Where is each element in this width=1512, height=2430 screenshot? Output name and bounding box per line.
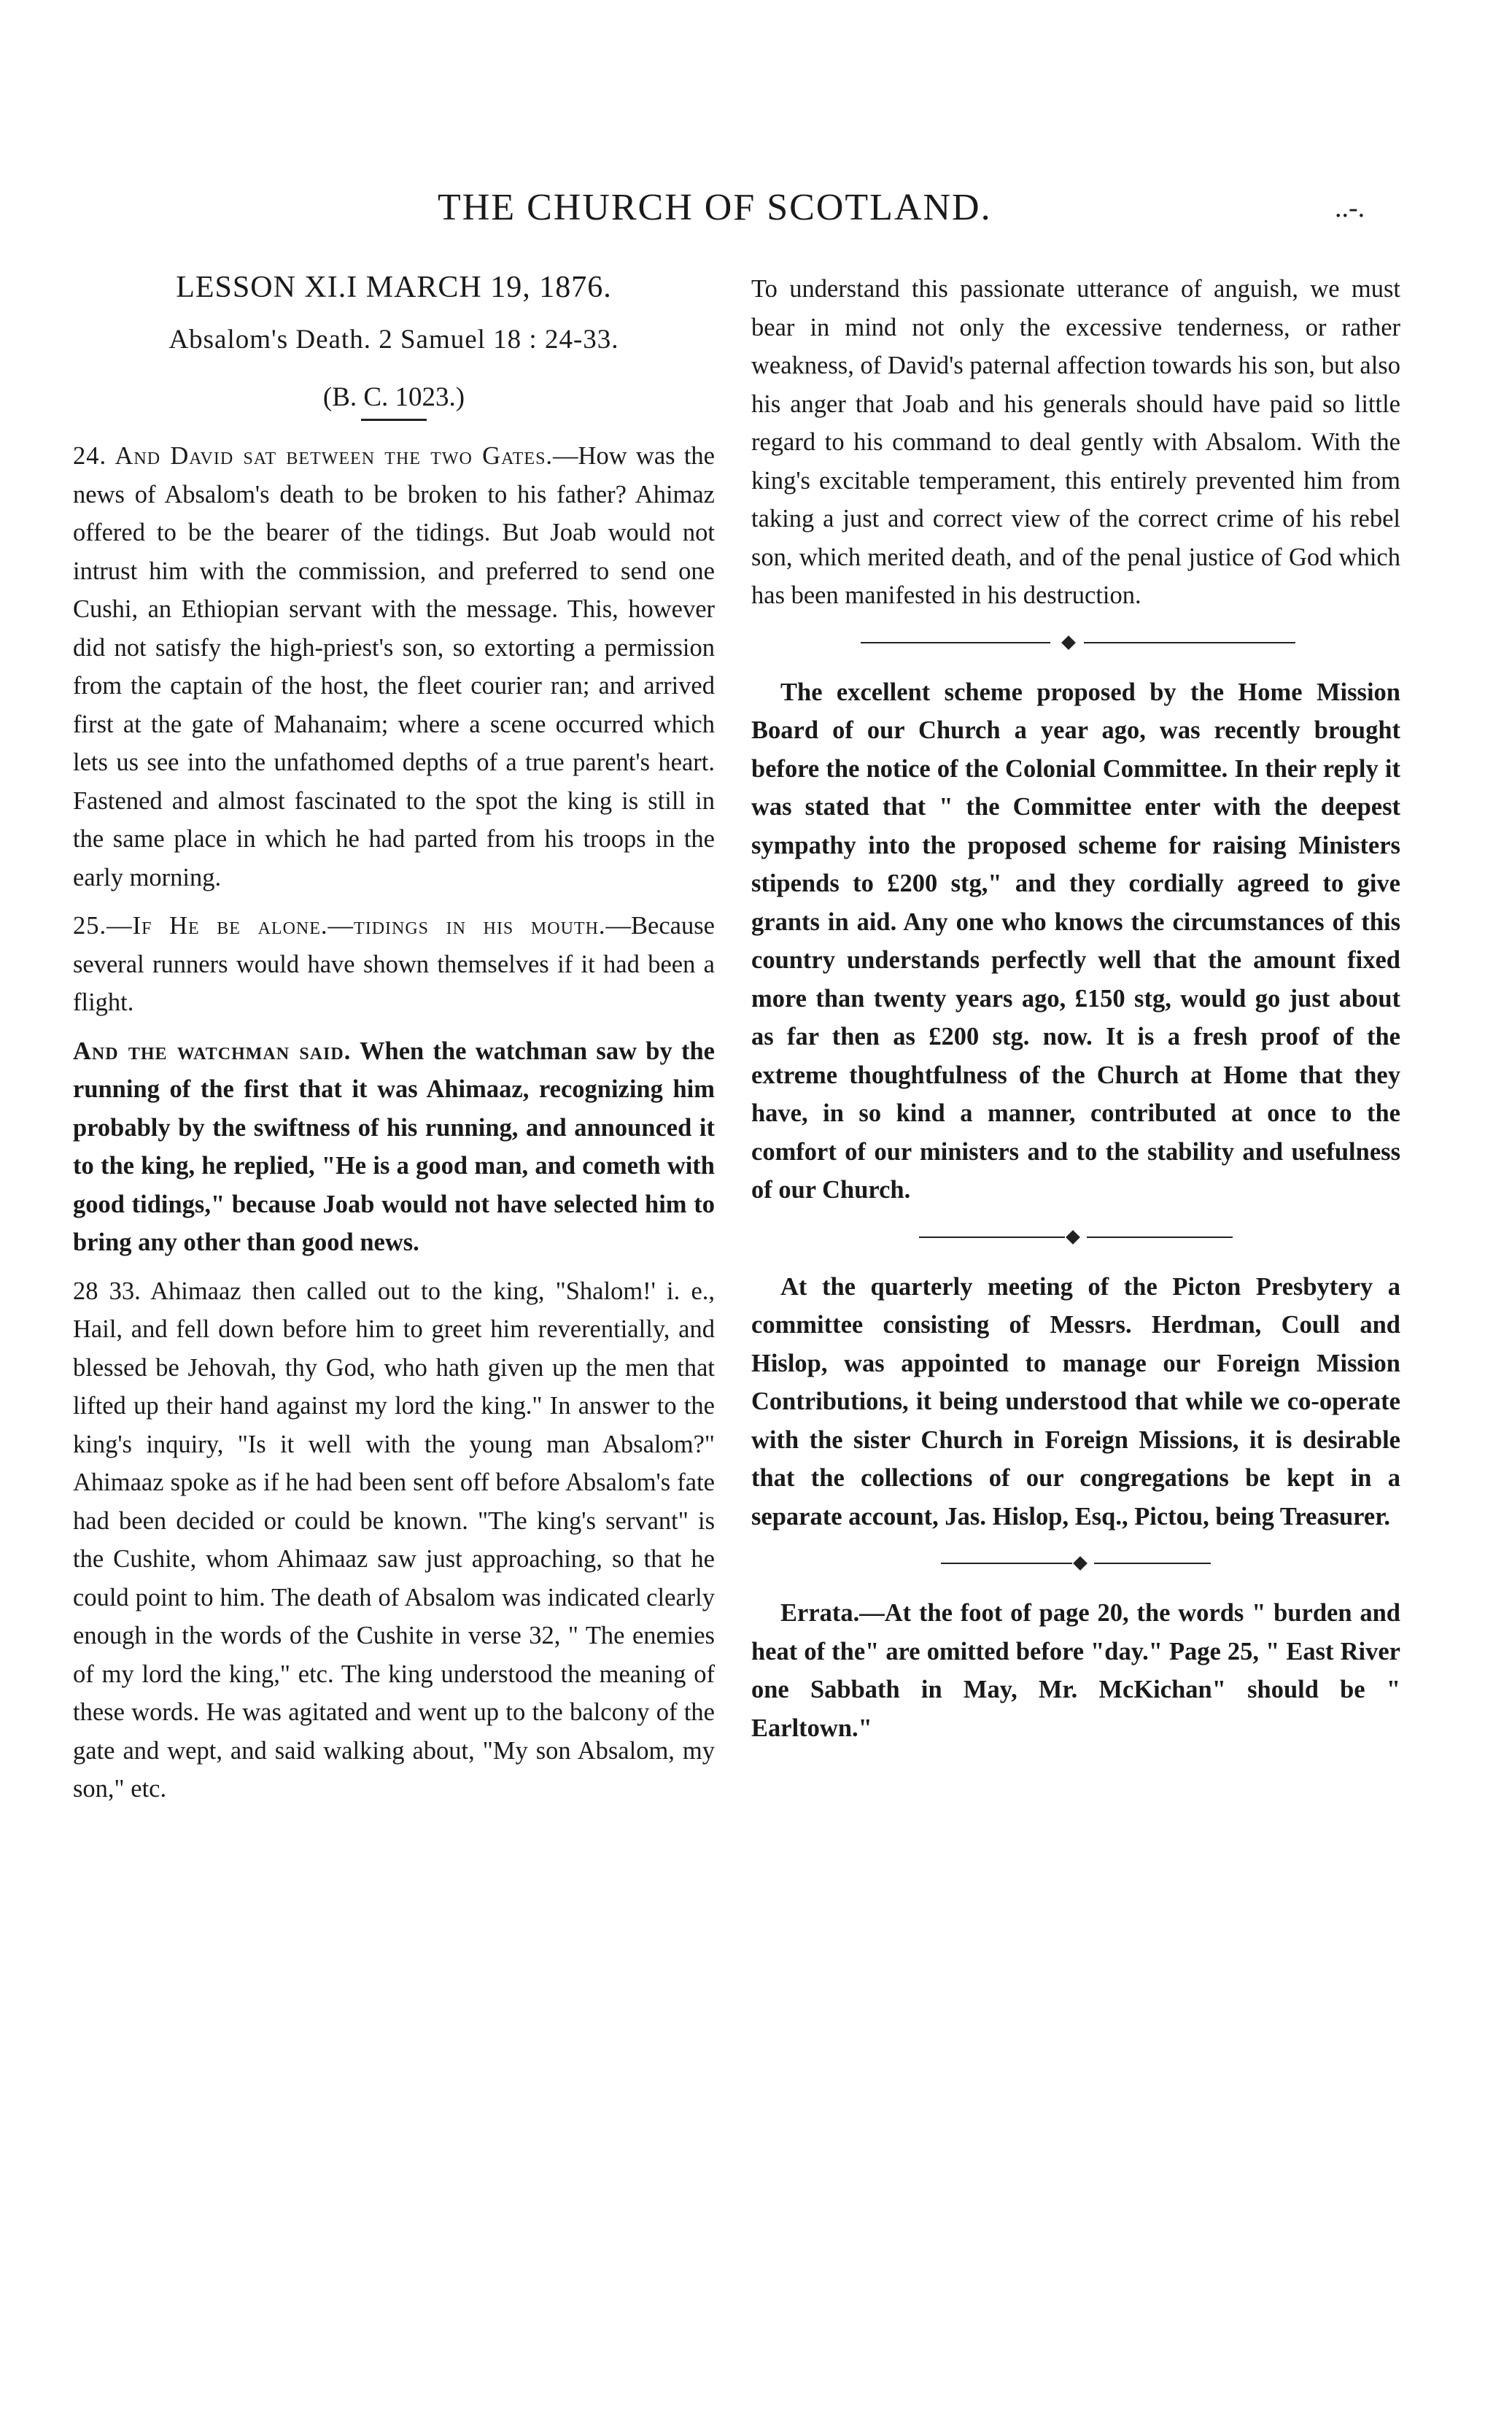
commentary-verse-28-33 xyxy=(73,1272,715,1808)
home-mission-notice: The excellent scheme proposed by the Home Mission Board of our Church a year ago, was recently brought before the notice of the Colonial Committee. In their reply it was stated that " the Committee enter with the deepest sympathy into the proposed scheme for raising Ministers stipends to £200 stg," and they cordially agreed to give grants in aid. Any one who knows the circumstances of this country understands perfectly well that the amount fixed more than twenty years ago, £150 stg, would go just about as far then as £200 stg. now. It is a fresh proof of the extreme thoughtfulness of the Church at Home that they have, in so kind a manner, contributed at once to the comfort of our ministers and to the stability and usefulness of our Church. xyxy=(751,678,1400,1204)
verse-lead: 24. And David sat between the two Gates. xyxy=(73,442,554,470)
verse-text: —Because several runners would have shown themselves if it had been a flight. xyxy=(73,912,715,1016)
running-title: THE CHURCH OF SCOTLAND. xyxy=(438,187,992,228)
verse-text: Ahimaaz then called out to the king, "Shalom!' i. e., Hail, and fell down before him to greet him reverentially, and blessed be Jehovah, thy God, who hath given up the men that lifted up their hand against my lord the king." In answer to the king's inquiry, "Is it well with the young man Absalom?" Ahimaaz spoke as if he had been sent off before Absalom's fate had been decided or could be known. "The king's servant" is the Cushite, whom Ahimaaz saw just approaching, so that he could point to him. The death of Absalom was indicated clearly enough in the words of the Cushite in verse 32, " The enemies of my lord the king," etc. The king understood the meaning of these words. He was agitated and went up to the balcony of the gate and wept, and said walking about, "My son Absalom, my son," etc. xyxy=(73,1277,716,1803)
lesson-subheading: Absalom's Death. 2 Samuel 18 : 24-33. xyxy=(168,325,619,355)
section-divider xyxy=(751,1223,1400,1252)
errata-notice: Errata.—At the foot of page 20, the words " burden and heat of the" are omitted before "day." Page 25, " East River one Sabbath in May, Mr. McKichan" should be " Earltown." xyxy=(751,1599,1400,1742)
verse-lead: 28 33. xyxy=(73,1277,141,1305)
pictou-presbytery-notice: At the quarterly meeting of the Picton Presbytery a committee consisting of Messrs. Herdman, Coull and Hislop, was appointed to manage our Foreign Mission Contributions, it being understood that while we co-operate with the sister Church in Foreign Missions, it is desirable that the collections of our congregations be kept in a separate account, Jas. Hislop, Esq., Pictou, being Treasurer. xyxy=(751,1272,1400,1531)
lesson-date: (B. C. 1023.) xyxy=(322,382,465,412)
right-column xyxy=(751,270,1400,1757)
verse-lead: And the watchman said. xyxy=(73,1037,352,1065)
short-rule xyxy=(361,419,427,421)
section-divider xyxy=(751,1549,1400,1578)
verse-text: When the watchman saw by the running of the first that it was Ahimaaz, recognizing him probably by the swiftness of his running, and announced it to the king, he replied, "He is a good man, and cometh with good tidings," because Joab would not have selected him to bring any other than good news. xyxy=(73,1037,715,1256)
commentary-verse-24 xyxy=(73,437,715,897)
section-divider xyxy=(751,628,1400,657)
commentary-watchman xyxy=(73,1032,715,1262)
lesson-heading: LESSON XI.I MARCH 19, 1876. xyxy=(176,271,612,304)
verse-lead: 25.—If He be alone.—tidings in his mouth. xyxy=(73,912,606,940)
page-header xyxy=(0,186,1512,244)
verse-text: —How was the news of Absalom's death to be broken to his father? Ahimaz offered to be the bearer of the tidings. But Joab would not intrust him with the commission, and preferred to send one Cushi, an Ethiopian servant with the message. This, however did not satisfy the high-priest's son, so extorting a permission from the captain of the host, the fleet courier ran; and arrived first at the gate of Mahanaim; where a scene occurred which lets us see into the unfathomed depths of a true parent's heart. Fastened and almost fascinated to the spot the king is still in the same place in which he had parted from his troops in the early morning. xyxy=(73,442,715,891)
commentary-continuation: To understand this passionate utterance of anguish, we must bear in mind not only the excessive tenderness, or rather weakness, of David's paternal affection towards his son, but also his anger that Joab and his generals should have paid so little regard to his command to deal gently with Absalom. With the king's excitable temperament, this entirely prevented him from taking a just and correct view of the correct crime of his rebel son, which merited death, and of the penal justice of God which has been manifested in his destruction. xyxy=(751,275,1400,609)
left-column xyxy=(73,270,715,1819)
page-number: ..-. xyxy=(1335,193,1365,223)
commentary-verse-25 xyxy=(73,907,715,1022)
